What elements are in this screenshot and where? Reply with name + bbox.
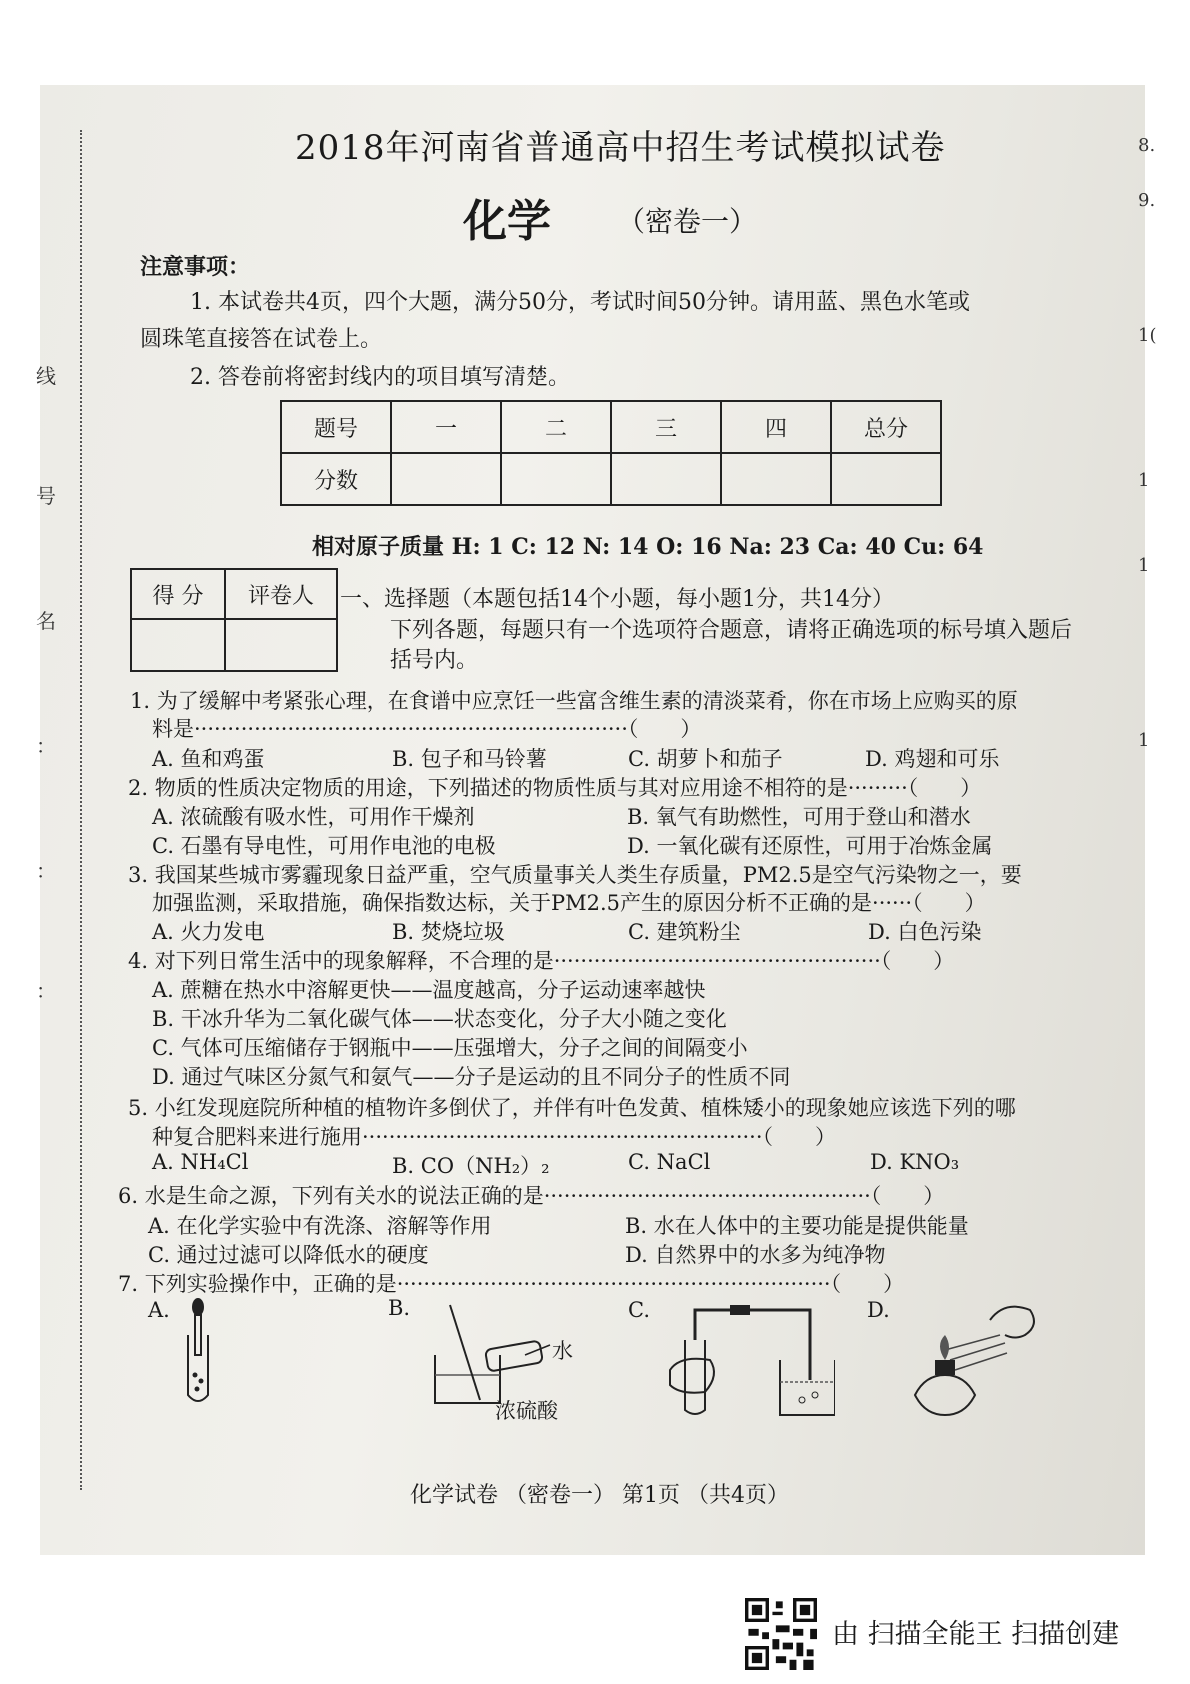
dropper-test-tube-figure <box>180 1295 240 1410</box>
option: D. 一氧化碳有还原性，可用于冶炼金属 <box>627 834 993 858</box>
question-7: 7. 下列实验操作中，正确的是·································································（ ） <box>118 1272 905 1296</box>
score-table-cell <box>611 453 721 505</box>
notice-item-2: 2. 答卷前将密封线内的项目填写清楚。 <box>190 365 570 390</box>
margin-char: 线 <box>36 364 56 388</box>
score-table-cell: 三 <box>611 401 721 453</box>
edge-number: 8. <box>1138 135 1156 156</box>
grader-name-cell <box>225 619 337 671</box>
acid-dilution-figure <box>425 1295 555 1410</box>
option: D. 自然界中的水多为纯净物 <box>625 1243 886 1267</box>
edge-number: 1 <box>1138 555 1150 576</box>
section-instructions-cont: 括号内。 <box>390 648 479 673</box>
option: C. 石墨有导电性，可用作电池的电极 <box>152 834 496 858</box>
option: C. 气体可压缩储存于钢瓶中——压强增大，分子之间的间隔变小 <box>152 1036 748 1060</box>
option: A. NH₄Cl <box>152 1150 249 1174</box>
atomic-mass-line: 相对原子质量 H: 1 C: 12 N: 14 O: 16 Na: 23 Ca: 40 Cu: 64 <box>312 534 984 560</box>
scanner-watermark: 由 扫描全能王 扫描创建 <box>832 1619 1120 1650</box>
qr-code-icon <box>745 1598 817 1670</box>
grader-label: 评卷人 <box>225 569 337 619</box>
edge-number: 1 <box>1138 730 1150 751</box>
option-label: D. <box>867 1298 890 1322</box>
section-title: 一、选择题（本题包括14个小题，每小题1分，共14分） <box>340 587 894 612</box>
grader-table <box>130 568 338 672</box>
question-1-cont: 料是·································································（ ） <box>152 717 702 741</box>
option: D. 白色污染 <box>868 920 982 944</box>
acid-label: 浓硫酸 <box>495 1399 558 1423</box>
option: B. 焚烧垃圾 <box>392 920 505 944</box>
notice-item-1-cont: 圆珠笔直接答在试卷上。 <box>140 327 383 352</box>
option: D. 鸡翅和可乐 <box>865 747 1000 771</box>
notice-heading: 注意事项： <box>140 254 251 280</box>
score-table-cell: 一 <box>391 401 501 453</box>
score-table-cell: 分数 <box>281 453 391 505</box>
option: B. 干冰升华为二氧化碳气体——状态变化，分子大小随之变化 <box>152 1007 727 1031</box>
option: B. CO（NH₂）₂ <box>392 1154 550 1178</box>
alcohol-lamp-figure <box>905 1295 1050 1425</box>
option: A. 浓硫酸有吸水性，可用作干燥剂 <box>152 805 475 829</box>
subject-title: 化学 <box>463 196 551 247</box>
option-label: B. <box>388 1296 411 1320</box>
edge-number: 1 <box>1138 470 1150 491</box>
question-6: 6. 水是生命之源，下列有关水的说法正确的是·················································（ ） <box>118 1184 945 1208</box>
option-label: C. <box>628 1298 650 1322</box>
option: B. 水在人体中的主要功能是提供能量 <box>625 1214 969 1238</box>
option: C. NaCl <box>628 1150 711 1174</box>
option: A. 在化学实验中有洗涤、溶解等作用 <box>148 1214 492 1238</box>
question-3: 3. 我国某些城市雾霾现象日益严重，空气质量事关人类生存质量，PM2.5是空气污染物之一，要 <box>128 863 1022 887</box>
question-2: 2. 物质的性质决定物质的用途，下列描述的物质性质与其对应用途不相符的是·········（ ） <box>128 776 982 800</box>
option: D. KNO₃ <box>870 1150 960 1174</box>
question-4: 4. 对下列日常生活中的现象解释，不合理的是·················································（ ） <box>128 949 955 973</box>
margin-char: ： <box>36 859 56 883</box>
score-table-cell <box>721 453 831 505</box>
option: A. 火力发电 <box>152 920 265 944</box>
margin-char: ： <box>36 734 56 758</box>
paper-label: （密卷一） <box>617 205 758 238</box>
question-1: 1. 为了缓解中考紧张心理，在食谱中应烹饪一些富含维生素的清淡菜肴，你在市场上应购买的原 <box>130 689 1018 713</box>
exam-title: 2018年河南省普通高中招生考试模拟试卷 <box>295 128 946 168</box>
score-table-cell <box>831 453 941 505</box>
page-footer: 化学试卷 （密卷一） 第1页 （共4页） <box>410 1483 789 1508</box>
question-5-cont: 种复合肥料来进行施用····························································（ ） <box>152 1125 837 1149</box>
option: D. 通过气味区分氮气和氨气——分子是运动的且不同分子的性质不同 <box>152 1065 791 1089</box>
edge-number: 9. <box>1138 190 1156 211</box>
grader-score-cell <box>131 619 225 671</box>
water-label: 水 <box>552 1339 573 1363</box>
edge-number: 1( <box>1138 325 1157 346</box>
score-table-cell: 二 <box>501 401 611 453</box>
grader-score-label: 得 分 <box>131 569 225 619</box>
score-table-cell <box>391 453 501 505</box>
option: C. 胡萝卜和茄子 <box>628 747 783 771</box>
question-3-cont: 加强监测，采取措施，确保指数达标，关于PM2.5产生的原因分析不正确的是······（ ） <box>152 891 986 915</box>
score-table-cell: 四 <box>721 401 831 453</box>
option: A. 鱼和鸡蛋 <box>152 747 265 771</box>
score-table <box>280 400 942 506</box>
option: B. 氧气有助燃性，可用于登山和潜水 <box>627 805 971 829</box>
option-label: A. <box>148 1298 170 1322</box>
section-instructions: 下列各题，每题只有一个选项符合题意，请将正确选项的标号填入题后 <box>390 618 1073 643</box>
question-5: 5. 小红发现庭院所种植的植物许多倒伏了，并伴有叶色发黄、植株矮小的现象她应该选下列的哪 <box>128 1096 1016 1120</box>
seal-line <box>80 130 82 1490</box>
margin-char: ： <box>36 979 56 1003</box>
notice-item-1: 1. 本试卷共4页，四个大题，满分50分，考试时间50分钟。请用蓝、黑色水笔或 <box>190 290 970 315</box>
option: C. 建筑粉尘 <box>628 920 741 944</box>
margin-char: 名 <box>36 609 56 633</box>
score-table-cell <box>501 453 611 505</box>
margin-char: 号 <box>36 484 56 508</box>
option: C. 通过过滤可以降低水的硬度 <box>148 1243 429 1267</box>
airtightness-check-figure <box>660 1300 835 1420</box>
option: A. 蔗糖在热水中溶解更快——温度越高，分子运动速率越快 <box>152 978 706 1002</box>
option: B. 包子和马铃薯 <box>392 747 547 771</box>
score-table-cell: 总分 <box>831 401 941 453</box>
score-table-cell: 题号 <box>281 401 391 453</box>
